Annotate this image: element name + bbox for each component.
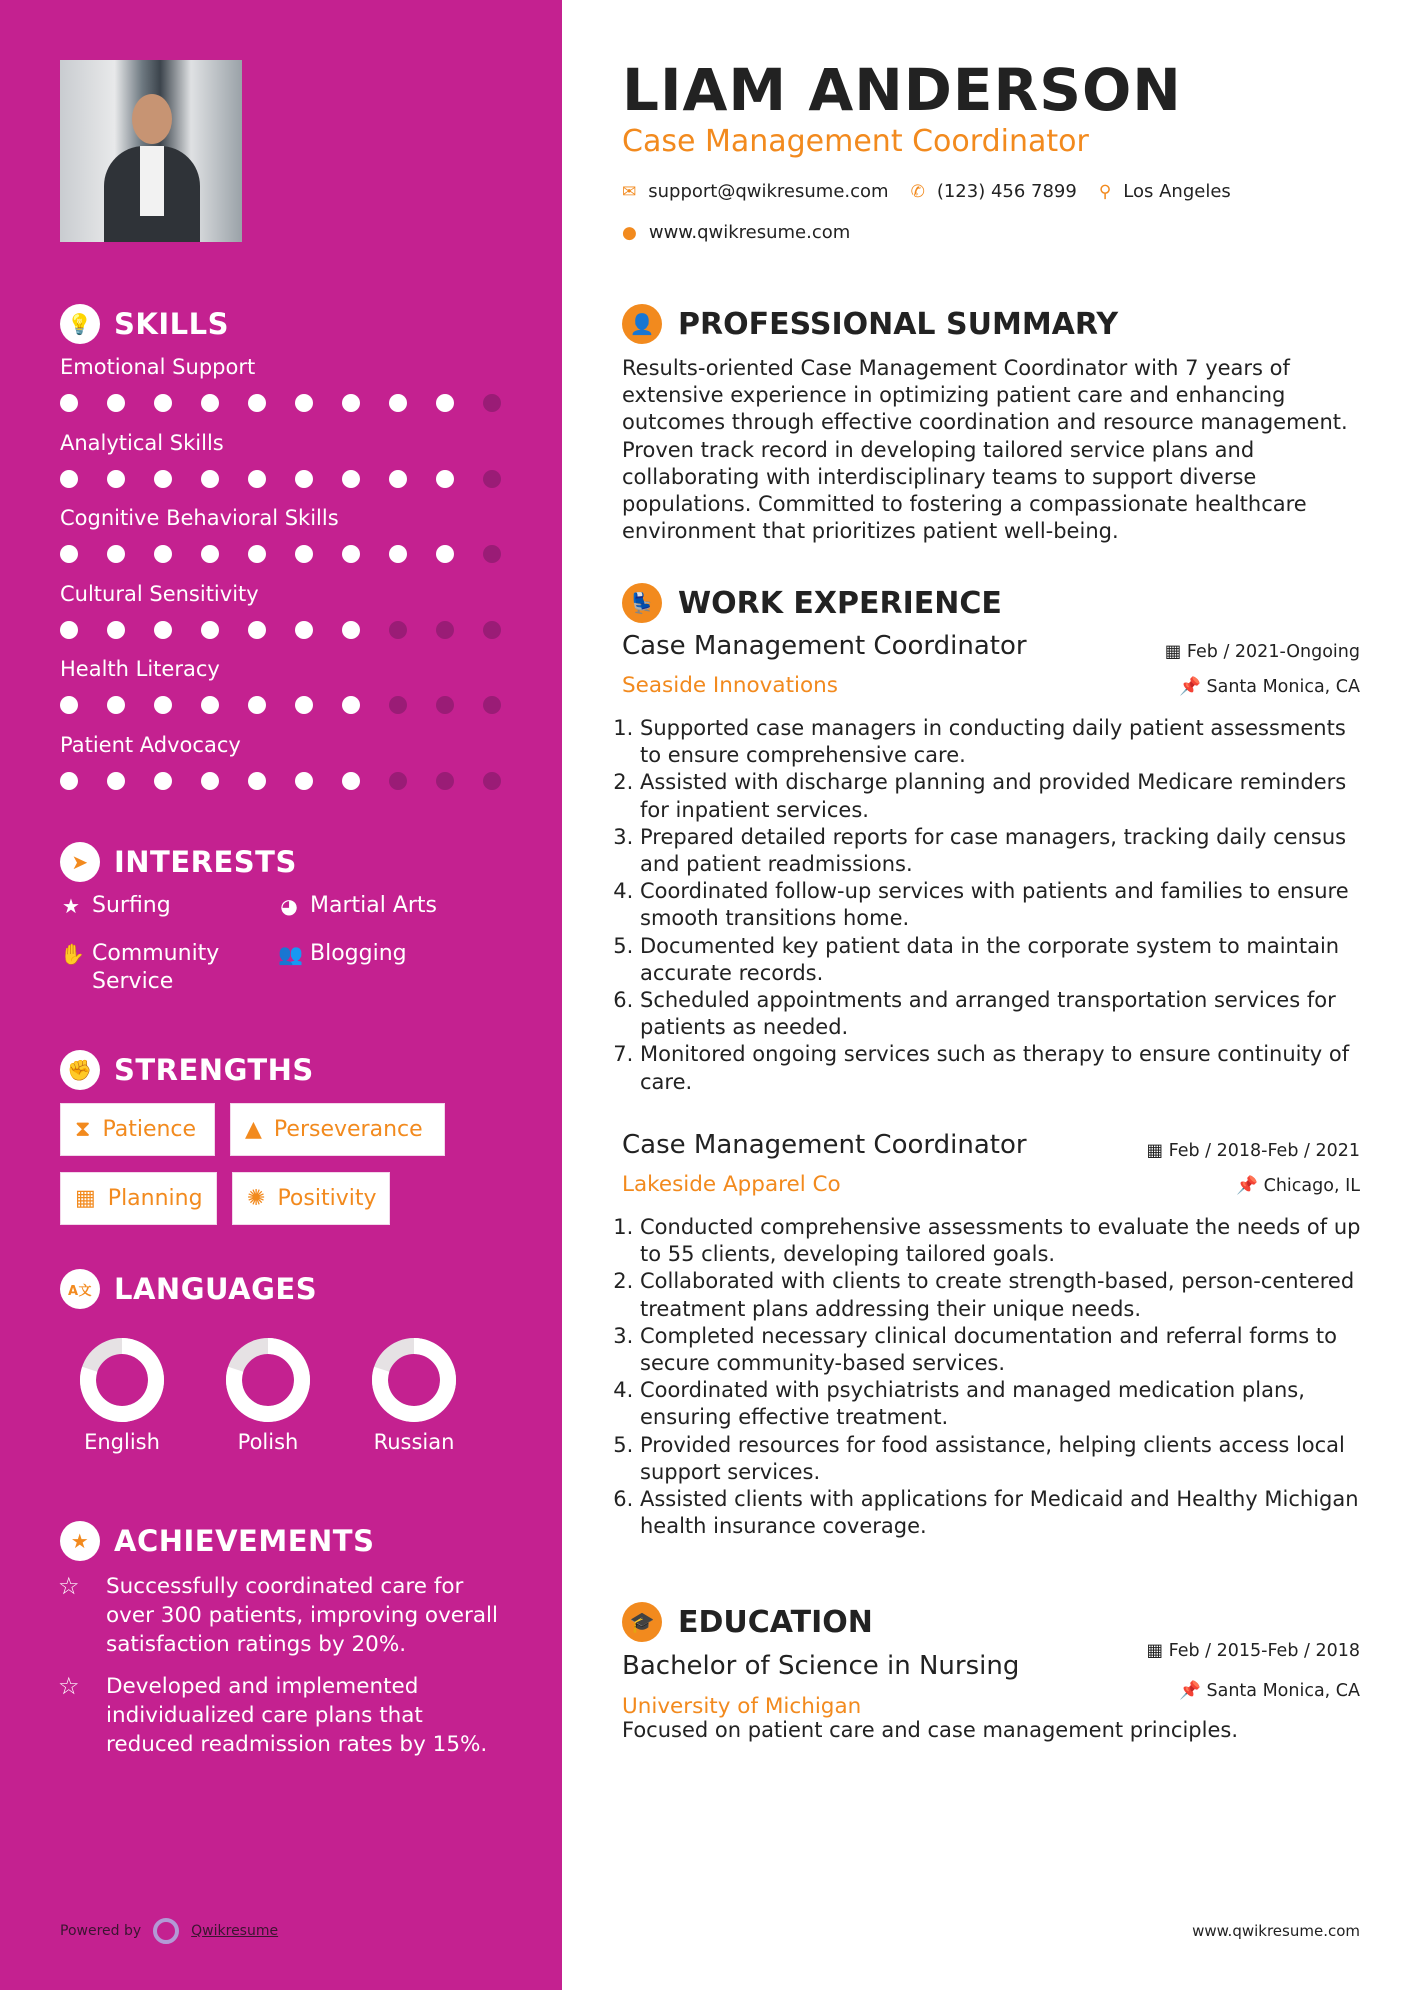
pin-icon: 📌 <box>1179 677 1207 697</box>
date-text: Feb / 2015-Feb / 2018 <box>1168 1641 1360 1661</box>
interest-label: Surfing <box>92 893 171 918</box>
achievement-item <box>58 1672 508 1759</box>
interest-label: Community Service <box>92 941 220 994</box>
calendar-icon: ▦ <box>1146 1641 1169 1661</box>
strength-label: Positivity <box>277 1186 377 1211</box>
website-row <box>622 222 850 243</box>
rating-dot <box>201 696 219 714</box>
bullet-item: 3. Prepared detailed reports for case managers, tracking daily census and patient readmissions. <box>640 824 1361 878</box>
strength-badge <box>230 1103 445 1156</box>
calendar-icon: ▦ <box>1164 642 1187 662</box>
rating-dot <box>154 772 172 790</box>
skill-rating <box>60 621 501 639</box>
interests-heading <box>60 842 297 882</box>
rating-dot <box>483 621 501 639</box>
location-text: Santa Monica, CA <box>1206 677 1360 697</box>
rating-dot <box>483 545 501 563</box>
experience-heading <box>622 583 1002 623</box>
bullet-item: 4. Coordinated with psychiatrists and managed medication plans, ensuring effective treatment. <box>640 1377 1361 1431</box>
interest-label: Blogging <box>310 941 407 966</box>
education-heading <box>622 1602 873 1642</box>
bullet-item: 5. Provided resources for food assistance, helping clients access local support services. <box>640 1432 1361 1486</box>
rating-dot <box>248 394 266 412</box>
language-donut <box>78 1336 166 1424</box>
profile-photo <box>60 60 242 242</box>
rating-dot <box>107 470 125 488</box>
rating-dot <box>154 621 172 639</box>
star-icon: ☆ <box>58 1672 80 1700</box>
languages-title: LANGUAGES <box>114 1272 318 1306</box>
rating-dot <box>154 696 172 714</box>
strengths-heading <box>60 1050 314 1090</box>
website[interactable]: www.qwikresume.com <box>648 222 851 243</box>
achievement-text: Developed and implemented individualized care plans that reduced readmission rates by 15%. <box>106 1674 488 1757</box>
rating-dot <box>295 470 313 488</box>
rating-dot <box>201 545 219 563</box>
rating-dot <box>201 772 219 790</box>
bullet-item: 2. Collaborated with clients to create strength-based, person-centered treatment plans addressing their unique needs. <box>640 1268 1361 1322</box>
rating-dot <box>436 394 454 412</box>
achievement-text: Successfully coordinated care for over 300 patients, improving overall satisfaction ratings by 20%. <box>106 1574 498 1657</box>
rating-dot <box>483 696 501 714</box>
rating-dot <box>295 696 313 714</box>
degree: Bachelor of Science in Nursing <box>622 1651 1020 1681</box>
bullet-item: 7. Monitored ongoing services such as therapy to ensure continuity of care. <box>640 1041 1361 1095</box>
job-title: Case Management Coordinator <box>622 631 1027 661</box>
map-pin-icon: ⚲ <box>1098 181 1112 202</box>
summary-text: Results-oriented Case Management Coordinator with 7 years of extensive experience in optimizing patient care and enhancing outcomes through effective coordination and resource management. Proven track record in developing tailored service plans and collaborating with interdisciplinary teams to support diverse populations. Committed to fostering a compassionate healthcare environment that prioritizes patient well-being. <box>622 356 1348 544</box>
location: Los Angeles <box>1123 181 1231 202</box>
experience-title: WORK EXPERIENCE <box>678 585 1002 621</box>
paper-plane-icon: ➤ <box>60 842 100 882</box>
achievement-item <box>58 1572 508 1659</box>
star-badge-icon: ★ <box>60 1521 100 1561</box>
school: University of Michigan <box>622 1694 862 1719</box>
rating-dot <box>201 394 219 412</box>
date-text: Feb / 2021-Ongoing <box>1186 642 1360 662</box>
rating-dot <box>60 470 78 488</box>
interest-label: Martial Arts <box>310 893 438 918</box>
powered-by <box>60 1918 278 1944</box>
company: Lakeside Apparel Co <box>622 1172 841 1197</box>
globe-icon: ◕ <box>280 894 298 918</box>
rating-dot <box>295 545 313 563</box>
rating-dot <box>248 696 266 714</box>
rating-dot <box>107 545 125 563</box>
rating-dot <box>389 772 407 790</box>
candidate-name: LIAM ANDERSON <box>622 56 1182 124</box>
job-date <box>1165 642 1360 662</box>
skill-label: Emotional Support <box>60 355 256 379</box>
strengths-title: STRENGTHS <box>114 1053 314 1087</box>
date-text: Feb / 2018-Feb / 2021 <box>1168 1141 1360 1161</box>
language-donut <box>370 1336 458 1424</box>
interest-item <box>278 940 407 968</box>
rating-dot <box>389 394 407 412</box>
education-location <box>1179 1681 1360 1701</box>
rating-dot <box>60 772 78 790</box>
bullet-item: 3. Completed necessary clinical documentation and referral forms to secure community-based services. <box>640 1323 1361 1377</box>
rating-dot <box>436 545 454 563</box>
users-icon: 👥 <box>278 942 303 966</box>
powered-by-label: Powered by <box>60 1923 142 1939</box>
rating-dot <box>295 394 313 412</box>
job-bullets <box>616 1214 1361 1540</box>
language-label: Polish <box>237 1430 299 1454</box>
rating-dot <box>483 394 501 412</box>
language-label: Russian <box>373 1430 455 1454</box>
job-bullets <box>616 715 1361 1096</box>
phone-icon: ✆ <box>910 181 925 202</box>
bullet-item: 1. Supported case managers in conducting daily patient assessments to ensure comprehensive care. <box>640 715 1361 769</box>
bullet-item: 1. Conducted comprehensive assessments to evaluate the needs of up to 55 clients, developing tailored goals. <box>640 1214 1361 1268</box>
fist-icon: ✊ <box>60 1050 100 1090</box>
rating-dot <box>389 470 407 488</box>
skill-label: Patient Advocacy <box>60 732 241 757</box>
company: Seaside Innovations <box>622 673 838 698</box>
chair-icon: 💺 <box>622 583 662 623</box>
rating-dot <box>436 696 454 714</box>
rating-dot <box>483 470 501 488</box>
bullet-item: 4. Coordinated follow-up services with patients and families to ensure smooth transitions home. <box>640 878 1361 932</box>
globe-icon: ● <box>622 222 637 243</box>
interests-title: INTERESTS <box>114 845 297 879</box>
summary-title: PROFESSIONAL SUMMARY <box>678 306 1119 342</box>
envelope-icon: ✉ <box>622 181 637 202</box>
rating-dot <box>342 696 360 714</box>
strength-badge <box>232 1172 390 1225</box>
job-location <box>1179 677 1360 697</box>
strength-label: Patience <box>102 1117 197 1142</box>
rating-dot <box>342 394 360 412</box>
interest-item <box>278 892 437 920</box>
rating-dot <box>60 621 78 639</box>
rating-dot <box>154 470 172 488</box>
skill-rating <box>60 394 501 412</box>
rating-dot <box>342 772 360 790</box>
rating-dot <box>436 470 454 488</box>
rating-dot <box>154 545 172 563</box>
pin-icon: 📌 <box>1236 1176 1264 1196</box>
lightbulb-icon: 💡 <box>60 304 100 344</box>
rating-dot <box>248 470 266 488</box>
rating-dot <box>342 621 360 639</box>
rating-dot <box>107 394 125 412</box>
rating-dot <box>389 696 407 714</box>
rating-dot <box>154 394 172 412</box>
bullet-item: 6. Scheduled appointments and arranged transportation services for patients as needed. <box>640 987 1361 1041</box>
rating-dot <box>60 545 78 563</box>
rating-dot <box>107 696 125 714</box>
skills-heading <box>60 304 229 344</box>
rating-dot <box>248 621 266 639</box>
hand-icon: ✋ <box>60 942 85 966</box>
language-donut <box>224 1336 312 1424</box>
rating-dot <box>60 394 78 412</box>
education-date <box>1146 1641 1360 1661</box>
interest-item <box>60 940 260 996</box>
language-label: English <box>84 1430 160 1454</box>
contact-row <box>622 181 1231 202</box>
job-title: Case Management Coordinator <box>622 1130 1027 1160</box>
translate-icon: A文 <box>60 1269 100 1309</box>
bullet-item: 2. Assisted with discharge planning and provided Medicare reminders for inpatient services. <box>640 769 1361 823</box>
calendar-icon: ▦ <box>1146 1141 1169 1161</box>
skill-rating <box>60 545 501 563</box>
skill-rating <box>60 696 501 714</box>
strength-badge <box>60 1103 215 1156</box>
star-icon: ★ <box>62 894 80 918</box>
rating-dot <box>248 772 266 790</box>
job-date <box>1146 1141 1360 1161</box>
location-text: Chicago, IL <box>1263 1176 1360 1196</box>
summary-heading <box>622 304 1118 344</box>
education-description: Focused on patient care and case management principles. <box>622 1718 1238 1742</box>
bullet-item: 6. Assisted clients with applications for Medicaid and Healthy Michigan health insurance coverage. <box>640 1486 1361 1540</box>
rating-dot <box>342 470 360 488</box>
interest-item <box>60 892 171 920</box>
hourglass-icon: ⧗ <box>75 1117 91 1142</box>
rating-dot <box>389 545 407 563</box>
rating-dot <box>389 621 407 639</box>
sun-icon: ✺ <box>247 1186 266 1211</box>
languages-heading <box>60 1269 317 1309</box>
achievements-heading <box>60 1521 374 1561</box>
user-icon: 👤 <box>622 304 662 344</box>
education-title: EDUCATION <box>678 1604 873 1640</box>
rating-dot <box>201 470 219 488</box>
rating-dot <box>107 772 125 790</box>
graduation-icon: 🎓 <box>622 1602 662 1642</box>
rating-dot <box>436 621 454 639</box>
qwikresume-logo-icon <box>153 1918 179 1944</box>
skill-rating <box>60 772 501 790</box>
bullet-item: 5. Documented key patient data in the corporate system to maintain accurate records. <box>640 933 1361 987</box>
email[interactable]: support@qwikresume.com <box>648 181 889 202</box>
rating-dot <box>248 545 266 563</box>
location-text: Santa Monica, CA <box>1206 1681 1360 1701</box>
calendar-icon: ▦ <box>75 1186 96 1211</box>
skill-rating <box>60 470 501 488</box>
rating-dot <box>60 696 78 714</box>
strength-label: Planning <box>107 1186 203 1211</box>
rating-dot <box>295 772 313 790</box>
qwikresume-link[interactable]: Qwikresume <box>191 1923 279 1939</box>
rating-dot <box>483 772 501 790</box>
skill-label: Cognitive Behavioral Skills <box>60 506 339 530</box>
skill-label: Analytical Skills <box>60 430 224 455</box>
footer-website[interactable]: www.qwikresume.com <box>1192 1922 1360 1940</box>
skill-label: Health Literacy <box>60 657 220 681</box>
achievements-title: ACHIEVEMENTS <box>114 1524 375 1558</box>
rating-dot <box>436 772 454 790</box>
skill-label: Cultural Sensitivity <box>60 581 259 606</box>
pin-icon: 📌 <box>1179 1681 1207 1701</box>
strength-label: Perseverance <box>273 1117 423 1142</box>
candidate-title: Case Management Coordinator <box>622 124 1089 159</box>
road-icon: ▲ <box>245 1117 262 1142</box>
rating-dot <box>107 621 125 639</box>
phone: (123) 456 7899 <box>936 181 1077 202</box>
rating-dot <box>201 621 219 639</box>
strength-badge <box>60 1172 217 1225</box>
star-icon: ☆ <box>58 1572 80 1600</box>
rating-dot <box>295 621 313 639</box>
job-location <box>1236 1176 1360 1196</box>
rating-dot <box>342 545 360 563</box>
skills-title: SKILLS <box>114 307 229 341</box>
